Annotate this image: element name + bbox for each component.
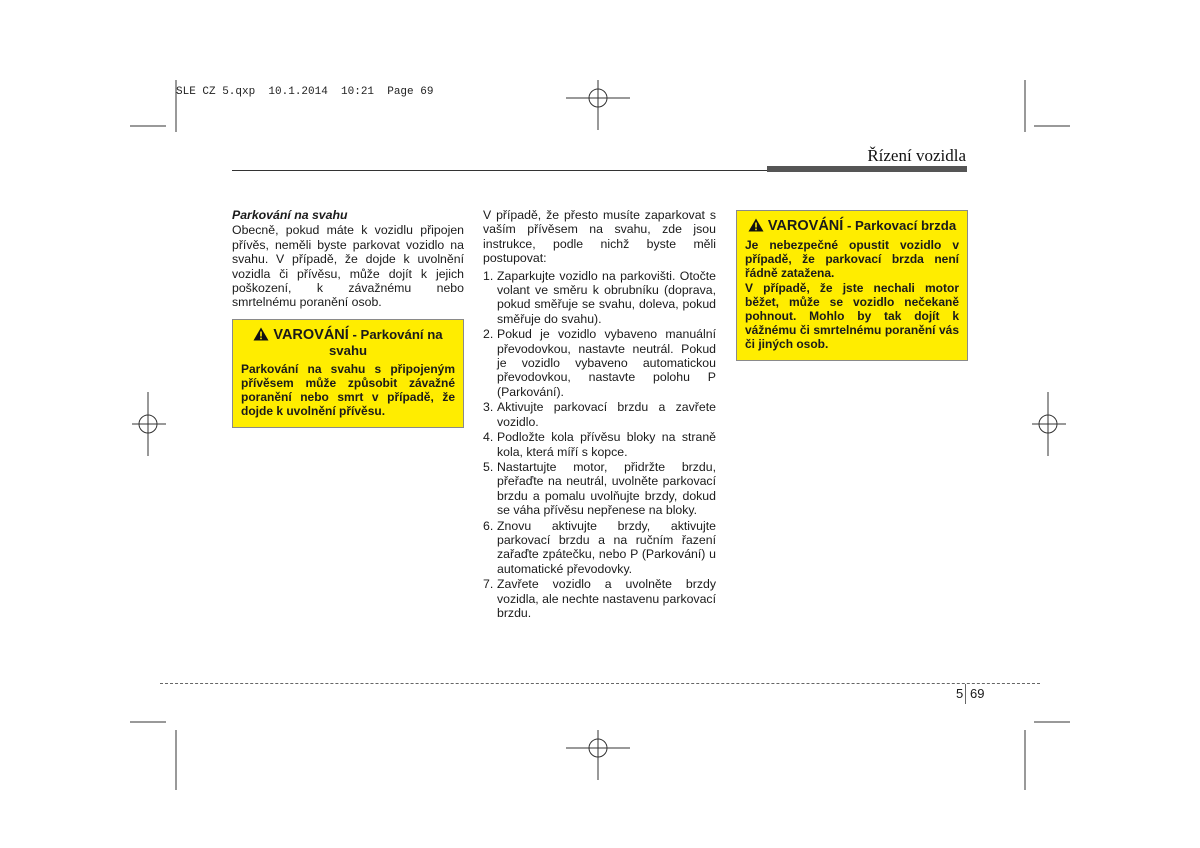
warning-body: Parkování na svahu s připojeným přívěsem může způsobit závažné poranění nebo smrt v případě, že dojde k uvolnění přívěsu.	[241, 361, 455, 418]
section-paragraph: Obecně, pokud máte k vozidlu připojen přívěs, neměli byste parkovat vozidlo na svahu. V případě, že dojde k uvolnění vozidla či přívěsu, může dojít k jejich poškození, k závažnému nebo smrtelnému poranění osob.	[232, 223, 464, 310]
list-item	[483, 430, 716, 459]
warning-label: VAROVÁNÍ	[767, 218, 844, 234]
step-text: Nastartujte motor, přidržte brzdu, přeřaďte na neutrál, uvolněte parkovací brzdu a pomalu uvolňujte brzdy, dokud se váha přívěsu nepřenese na bloky.	[497, 459, 716, 518]
section-heading: Parkování na svahu	[232, 208, 348, 222]
list-item	[483, 460, 716, 518]
step-number: 4.	[483, 430, 494, 445]
left-column	[232, 208, 464, 428]
warning-label: VAROVÁNÍ	[273, 326, 349, 343]
warning-body: Je nebezpečné opustit vozidlo v případě, že parkovací brzda není řádně zatažena.	[745, 238, 959, 280]
print-slug: SLE CZ 5.qxp 10.1.2014 10:21 Page 69	[176, 86, 434, 98]
step-number: 7.	[483, 577, 494, 592]
step-number: 3.	[483, 400, 494, 415]
step-text: Zavřete vozidlo a uvolněte brzdy vozidla, ale nechte nastavenu parkovací brzdu.	[497, 577, 716, 620]
step-text: Aktivujte parkovací brzdu a zavřete vozidlo.	[497, 400, 716, 429]
list-item	[483, 400, 716, 429]
list-item	[483, 519, 716, 577]
step-text: Zaparkujte vozidlo na parkovišti. Otočte volant ve směru k obrubníku (doprava, pokud směřuje se svahu, doleva, pokud směřuje do svahu).	[497, 268, 716, 326]
page-number-divider	[965, 684, 966, 704]
instructions-intro: V případě, že přesto musíte zaparkovat s vaším přívěsem na svahu, zde jsou instrukce, podle nichž byste měli postupovat:	[483, 208, 716, 266]
warning-triangle-icon	[253, 327, 269, 341]
list-item	[483, 269, 716, 327]
step-text: Podložte kola přívěsu bloky na straně kola, která míří s kopce.	[497, 430, 716, 459]
list-item	[483, 327, 716, 399]
page-title: Řízení vozidla	[867, 146, 966, 165]
step-text: Pokud je vozidlo vybaveno manuální převodovkou, nastavte neutrál. Pokud je vozidlo vybaveno automatickou převodovkou, nastavte polohu P (Parkování).	[497, 327, 716, 399]
step-text: Znovu aktivujte brzdy, aktivujte parkovací brzdu a na ručním řazení zařaďte zpátečku, nebo P (Parkování) u automatické převodovky.	[497, 518, 716, 576]
warning-subject: - Parkování na svahu	[328, 326, 443, 358]
page-number: 69	[970, 686, 985, 701]
section-number: 5	[956, 686, 964, 701]
step-number: 5.	[483, 459, 494, 474]
warning-box-parking-brake	[736, 210, 968, 361]
warning-title	[745, 218, 959, 234]
warning-title	[241, 327, 455, 358]
warning-box-slope	[232, 319, 464, 428]
footer-rule	[160, 683, 1040, 684]
instruction-steps	[483, 269, 716, 621]
middle-column	[483, 208, 716, 621]
warning-body: V případě, že jste nechali motor běžet, může se vozidlo nečekaně pohnout. Mohlo by tak dojít k vážnému či smrtelnému poranění vás či jiných osob.	[745, 281, 959, 351]
warning-subject: - Parkovací brzda	[843, 218, 957, 233]
step-number: 2.	[483, 327, 494, 342]
right-column	[736, 210, 968, 361]
header-bar	[767, 166, 967, 172]
step-number: 6.	[483, 518, 494, 533]
list-item	[483, 577, 716, 620]
warning-triangle-icon	[748, 218, 764, 232]
step-number: 1.	[483, 268, 494, 283]
